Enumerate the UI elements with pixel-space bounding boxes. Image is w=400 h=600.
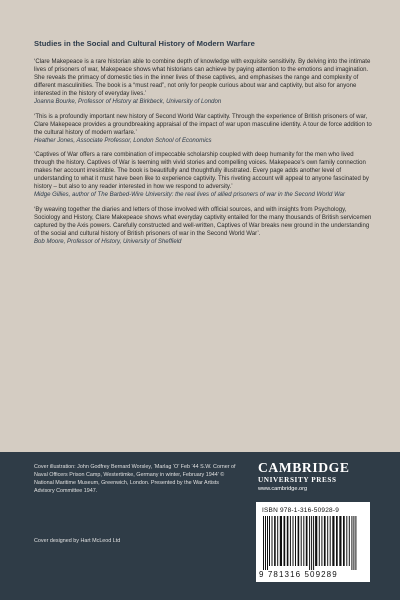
barcode-bar [298,516,300,566]
endorsement-author: Heather Jones, Associate Professor, London School of Economics [34,137,212,144]
endorsement [34,58,374,106]
barcode-bar [265,516,266,570]
barcode-bar [295,516,296,566]
isbn-barcode-panel [256,502,370,582]
barcode-bar [263,516,264,570]
publisher-url: www.cambridge.org [258,486,308,492]
barcode-bar [290,516,291,566]
barcode-bar [272,516,273,566]
barcode-bar [353,516,354,570]
barcode-bar [277,516,278,566]
barcode-bar [332,516,334,566]
barcode-bar [313,516,314,570]
barcode-bar [351,516,352,570]
barcode-bar [327,516,328,566]
endorsement [34,206,374,246]
barcode-bar [274,516,276,566]
series-title: Studies in the Social and Cultural History of Modern Warfare [34,39,255,48]
endorsement-text: ‘Captives of War offers a rare combination of impeccable scholarship coupled with deep humanity for the men who lived through the history. Captives of War is teeming with vivid stories and compelling voices. Makepeace's own family connection makes her account irresistible. The book is beautifully and thoughtfully illustrated. Every page adds another level of understanding to what it must have been like to experience captivity. This riveting account will appeal to anyone fascinated by history – but also to any reader interested in how we respond to adversity.’ [34,152,369,191]
back-cover-lower-panel [0,452,400,600]
barcode-bar [324,516,326,566]
publisher-subtitle: UNIVERSITY PRESS [258,476,337,484]
barcode-bar [284,516,286,566]
barcode-bar [319,516,320,566]
cover-designer-credit: Cover designed by Hart McLeod Ltd [34,538,121,544]
publisher-name: CAMBRIDGE [258,460,350,475]
barcode-number: 9 781316 509289 [259,570,338,579]
endorsement [34,151,374,199]
barcode-bar [336,516,338,566]
barcode-bar [315,516,317,566]
endorsement [34,113,374,145]
publisher-logo [258,461,370,492]
endorsement-author: Bob Moore, Professor of History, University of Sheffield [34,238,182,245]
barcode-bar [301,516,302,566]
barcode-image [262,516,364,570]
barcode-bar [339,516,341,566]
endorsement-author: Midge Gillies, author of The Barbed-Wire University: the real lives of allied prisoners of war in the Second World War [34,192,346,199]
barcode-bar [321,516,322,566]
endorsement-text: ‘This is a profoundly important new history of Second World War captivity. Through the experience of British prisoners of war, Clare Makepeace provides a groundbreaking appraisal of the impact of war upon masculine identity. A tour de force addition to the cultural history of modern warfare.’ [34,113,372,136]
barcode-bar [269,516,270,566]
barcode-bar [280,516,282,566]
barcode-bar [311,516,312,570]
barcode-bar [306,516,308,566]
barcode-bar [346,516,347,566]
endorsement-text: ‘By weaving together the diaries and letters of those involved with official sources, and with insights from Psychology, Sociology and History, Clare Makepeace shows what everyday captivity entailed for the many thousands of British servicemen captured by the Axis powers. Carefully constructed and well-written, Captives of War breaks new ground in the understanding of the social and cultural history of British prisoners of war in the Second World War’. [34,206,372,237]
endorsement-text: ‘Clare Makepeace is a rare historian able to combine depth of knowledge with exquisite sensitivity. By delving into the intimate lives of prisoners of war, Makepeace shows what historians can achieve by paying attention to the emotions and imagination. She reveals the primacy of domestic ties in the inner lives of these captives, and emphasises the range and complexity of different masculinities. The book is a “must read”, not only for people curious about war and captivity, but also for anyone interested in the history of everyday lives.’ [34,59,371,98]
barcode-bar [303,516,304,566]
barcode-bar [349,516,350,566]
barcode-bar [309,516,310,570]
barcode-bar [330,516,331,566]
endorsements [34,58,374,252]
barcode-bar [293,516,294,566]
cover-illustration-credit: Cover illustration: John Godfrey Bernard Worsley, ‘Marlag ‘O’ Feb ‘44 S.W. Corner of Naval Officers Prison Camp, Westertimke, Germany in winter, February 1944’ © National Maritime Museum, Greenwich, London. Presented by the War Artists Advisory Committee 1947. [34,464,236,494]
barcode-bar [355,516,356,570]
barcode-bar [267,516,268,570]
endorsement-author: Joanna Bourke, Professor of History at Birkbeck, University of London [34,99,222,106]
barcode-bar [343,516,345,566]
isbn-label: ISBN 978-1-316-50928-9 [262,507,340,514]
barcode-bar [287,516,289,566]
